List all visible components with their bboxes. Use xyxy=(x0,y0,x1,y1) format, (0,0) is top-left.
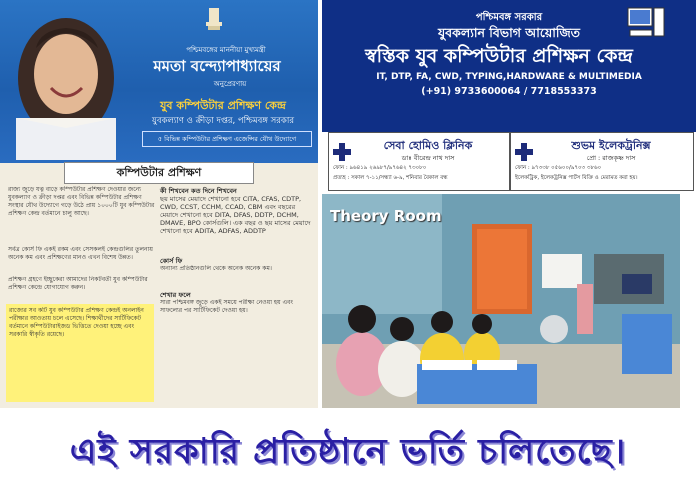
department-text: যুবকল্যাণ ও ক্রীড়া দপ্তর, পশ্চিমবঙ্গ সরকার xyxy=(151,116,295,126)
clinic-ad xyxy=(328,132,510,191)
theory-room-photo xyxy=(322,194,680,416)
electronics-service: ইলেকট্রিক, ইলেকট্রনিক্স পার্টস বিক্রি ও মেরামত করা হয়। xyxy=(515,175,638,181)
exam-heading: শেখার ফলে xyxy=(160,291,191,299)
govt-title: পশ্চিমবঙ্গ সরকার xyxy=(475,12,543,23)
clinic-phone: ফোন : ৯৬৪১৯ ২৬৯৮৭/৯৭৬৪২ ৭৩০৮০ xyxy=(333,165,427,171)
electronics-phone: ফোন : ৯৭৩৩৮ ০৫৬০০/৯৭০৩ ৩৮৬০ xyxy=(515,165,602,171)
contact-paragraph: প্রশিক্ষণ গ্রহণে ইচ্ছুকেরা আমাদের নিকটবর্তী যুব কম্পিউটার প্রশিক্ষণ কেন্দ্রে যোগাযোগ করুন। xyxy=(8,276,148,291)
subjects-list: IT, DTP, FA, CWD, TYPING,HARDWARE & MULTIMEDIA xyxy=(376,72,642,82)
leader-line: পশ্চিমবঙ্গের মাননীয়া মুখ্যমন্ত্রী xyxy=(186,46,266,54)
clinic-timing: প্রত্যহ : সকাল ৭-১১/সন্ধ্যা ৬-৯, শনিবার বৈকাল বন্ধ xyxy=(333,175,448,181)
computer-icon xyxy=(626,6,666,40)
emblem-icon xyxy=(204,6,224,32)
organizer-text: যুবকল্যান বিভাগ আয়োজিত xyxy=(437,25,581,40)
online-exam-text: রাজ্যের সব কটি যুব কম্পিউটার প্রশিক্ষণ কেন্দ্রই অনলাইন পরীক্ষার আওতায় চলে এসেছে। শিক্ষার্থীদের সার্টিফিকেট বর্তমানে কম্পিউটারাইজড ভিত্তিতে দেওয়া হচ্ছে এবং সরকারি স্বীকৃতি রয়েছে। xyxy=(9,307,144,338)
learn-heading: কী শিখবেন কত দিনে শিখবেন xyxy=(160,187,237,195)
clinic-doctor: ডাঃ বীরেন্দ্র নাথ দাস xyxy=(401,154,455,162)
phone-number: (+91) 9733600064 / 7718553373 xyxy=(421,86,597,97)
centre-name: স্বস্তিক যুব কম্পিউটার প্রশিক্ষন কেন্দ্র xyxy=(365,45,633,67)
inspiration-text: অনুপ্রেরণায় xyxy=(213,80,247,88)
portrait-image xyxy=(6,8,124,160)
course-title: যুব কম্পিউটার প্রশিক্ষণ কেন্দ্র xyxy=(160,99,286,112)
fee-paragraph: সর্বত্র কোর্স ফি একই রকম এবং সেসকলই কেন্দ্রগুলির তুলনায় অনেক কম এবং প্রশিক্ষণের মানও এখন বিশেষ উন্নত। xyxy=(8,246,153,261)
course-list-text: ছয় মাসের মেয়াদে শেখানো হবে CITA, CFAS, CDTP, CWD, CCST, CCHM, CCAD, CBM এবং বছরের মেয়াদে শেখানো হবে DITA, DFAS, DDTP, DCHM, DMAVE, BPO কোর্সগুলি। এক বছর ও ছয় মাসের মেয়াদে শেখানো হবে ADITA, ADFAS, ADDTP xyxy=(160,195,311,235)
admission-text: এই সরকারি প্রতিষ্ঠানে ভর্তি চলিতেছে। xyxy=(69,431,627,472)
plus-icon xyxy=(515,143,533,161)
plus-icon xyxy=(333,143,351,161)
computer-training-title: কম্পিউটার প্রশিক্ষণ xyxy=(64,162,254,184)
leader-name: মমতা বন্দ্যোপাধ্যায়ের xyxy=(153,57,281,75)
electronics-title: শুভম ইলেকট্রনিক্স xyxy=(571,139,651,152)
fees-heading: কোর্স ফি xyxy=(160,257,183,265)
fees-text: অন্যান্য প্রতিষ্ঠানগুলি থেকে অনেক অনেক কম। xyxy=(160,265,272,272)
electronics-owner: প্রো : রাজকৃষ্ণ দাস xyxy=(586,154,636,162)
electronics-ad xyxy=(510,132,694,191)
classroom-illustration xyxy=(322,194,680,416)
coop-line: ৫ বিভিন্ন কম্পিউটার প্রশিক্ষণ এজেন্সির যৌথ উদ্যোগে xyxy=(142,131,312,147)
exam-text: সারা পশ্চিমবঙ্গ জুড়ে একই সময়ে পরীক্ষা নেওয়া হয় এবং সাফল্যের পর সার্টিফিকেট দেওয়া হয়। xyxy=(160,299,293,314)
intro-paragraph: রাজ্য জুড়ে যত্ন বাড়ে কম্পিউটার প্রশিক্ষণ দেওয়ার জন্যে যুবকল্যাণ ও ক্রীড়া দপ্তর এবং বিভিন্ন কম্পিউটার প্রশিক্ষণ সংস্থার যৌথ উদ্যোগে গড়ে উঠে প্রায় ১০০০টি যুব কম্পিউটার প্রশিক্ষণ কেন্দ্র বর্তমানে চালু আছে। xyxy=(8,186,155,217)
clinic-title: সেবা হোমিও ক্লিনিক xyxy=(383,139,473,152)
theory-room-label: Theory Room xyxy=(330,207,442,225)
